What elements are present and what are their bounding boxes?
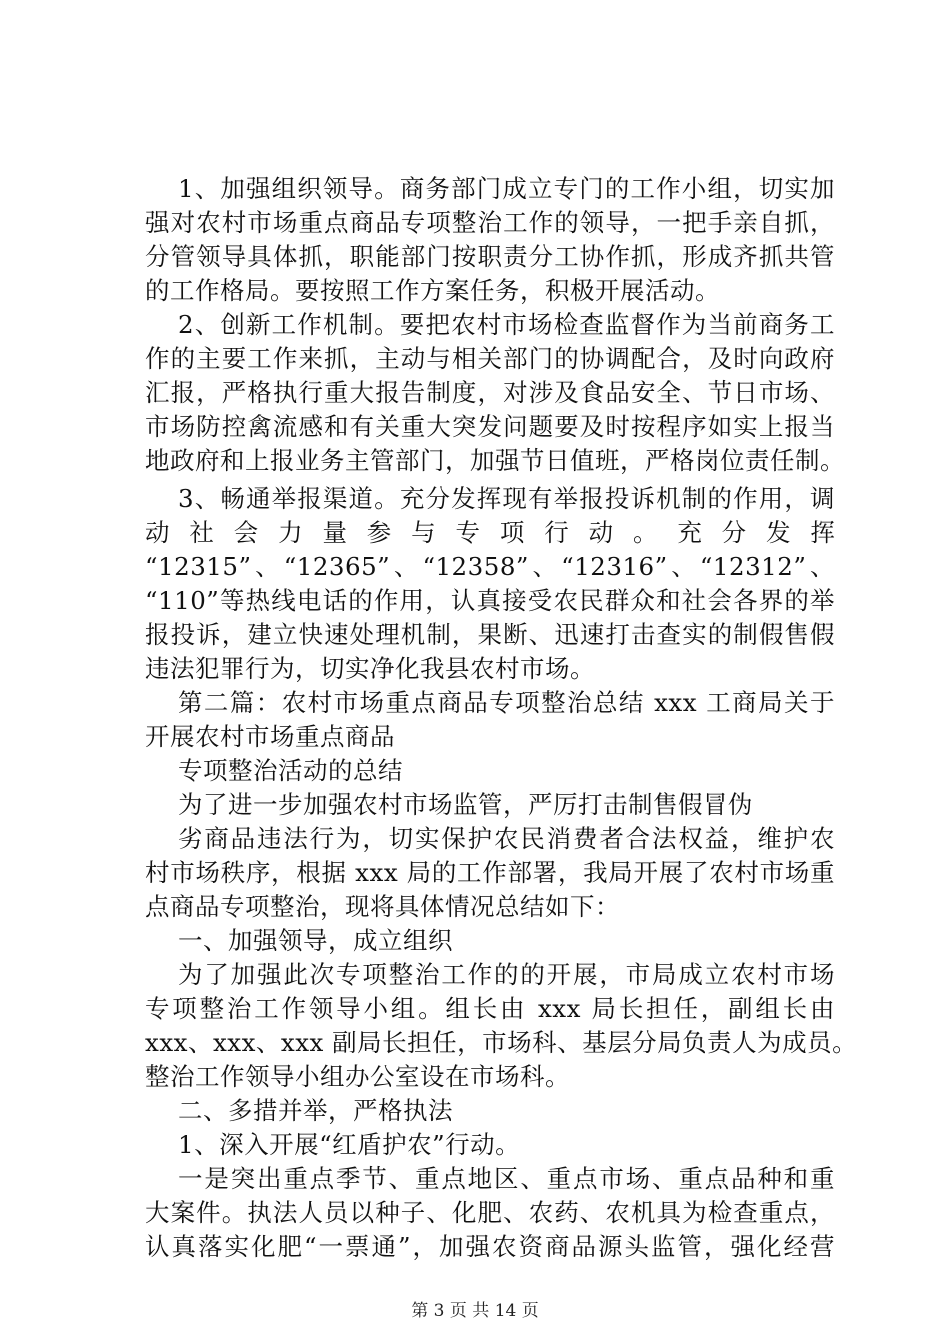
text-glyph: 挥 [810, 518, 835, 547]
text-glyph: 社 [189, 518, 214, 547]
text-glyph: 专 [455, 518, 481, 547]
text-line: 大案件。执法人员以种子、化肥、农药、农机具为检查重点， [145, 1198, 835, 1227]
text-glyph: 会 [233, 518, 259, 547]
text-line: 点商品专项整治，现将具体情况总结如下： [145, 892, 620, 921]
text-line: 1、深入开展“红盾护农”行动。 [178, 1130, 521, 1159]
text-line: 劣商品违法行为，切实保护农民消费者合法权益，维护农 [178, 824, 835, 853]
text-line: 村市场秩序，根据 xxx 局的工作部署，我局开展了农村市场重 [145, 858, 835, 887]
text-line: 为了加强此次专项整治工作的的开展，市局成立农村市场 [178, 960, 835, 989]
text-line: 作的主要工作来抓，主动与相关部门的协调配合，及时向政府 [145, 344, 835, 373]
text-glyph: 项 [499, 518, 525, 547]
text-line: 报投诉，建立快速处理机制，果断、迅速打击查实的制假售假 [145, 620, 835, 649]
text-line: xxx、xxx、xxx 副局长担任，市场科、基层分局负责人为成员。 [145, 1028, 858, 1057]
text-line: 地政府和上报业务主管部门，加强节日值班，严格岗位责任制。 [145, 446, 845, 475]
text-glyph: 力 [278, 518, 303, 547]
text-line: 2、创新工作机制。要把农村市场检查监督作为当前商务工 [178, 310, 835, 339]
text-glyph: 量 [322, 518, 347, 547]
text-line: 为了进一步加强农村市场监管，严厉打击制售假冒伪 [178, 790, 753, 819]
text-line: 认真落实化肥“一票通”，加强农资商品源头监管，强化经营 [145, 1232, 835, 1261]
text-line: 强对农村市场重点商品专项整治工作的领导，一把手亲自抓， [145, 208, 835, 237]
text-glyph: 与 [411, 518, 436, 547]
text-line: 整治工作领导小组办公室设在市场科。 [145, 1062, 570, 1091]
text-line: “12315”、“12365”、“12358”、“12316”、“12312”、 [145, 552, 835, 581]
text-glyph: 发 [766, 518, 791, 547]
text-glyph: 行 [544, 518, 569, 547]
text-line: 一是突出重点季节、重点地区、重点市场、重点品种和重 [178, 1164, 835, 1193]
subheading: 一、加强领导，成立组织 [178, 926, 453, 955]
text-glyph: 动 [145, 518, 170, 547]
section-heading: 第二篇：农村市场重点商品专项整治总结 xxx 工商局关于 [178, 688, 835, 717]
text-line: 违法犯罪行为，切实净化我县农村市场。 [145, 654, 595, 683]
text-line: 的工作格局。要按照工作方案任务，积极开展活动。 [145, 276, 720, 305]
text-line: 市场防控禽流感和有关重大突发问题要及时按程序如实上报当 [145, 412, 835, 441]
page-number-footer: 第 3 页 共 14 页 [411, 1301, 539, 1321]
text-line: 专项整治工作领导小组。组长由 xxx 局长担任，副组长由 [145, 994, 835, 1023]
text-line: 1、加强组织领导。商务部门成立专门的工作小组，切实加 [178, 174, 835, 203]
section-heading: 开展农村市场重点商品 [145, 722, 395, 751]
text-line: 汇报，严格执行重大报告制度，对涉及食品安全、节日市场、 [145, 378, 835, 407]
text-line: “110”等热线电话的作用，认真接受农民群众和社会各界的举 [145, 586, 835, 615]
text-line-spaced [145, 516, 835, 550]
text-glyph: 。 [632, 518, 658, 547]
text-line: 3、畅通举报渠道。充分发挥现有举报投诉机制的作用，调 [178, 484, 835, 513]
text-glyph: 充 [677, 518, 702, 547]
subheading: 二、多措并举，严格执法 [178, 1096, 453, 1125]
section-heading: 专项整治活动的总结 [178, 756, 403, 785]
text-line: 分管领导具体抓，职能部门按职责分工协作抓，形成齐抓共管 [145, 242, 835, 271]
text-glyph: 分 [721, 518, 747, 547]
text-glyph: 参 [366, 518, 392, 547]
text-glyph: 动 [588, 518, 614, 547]
